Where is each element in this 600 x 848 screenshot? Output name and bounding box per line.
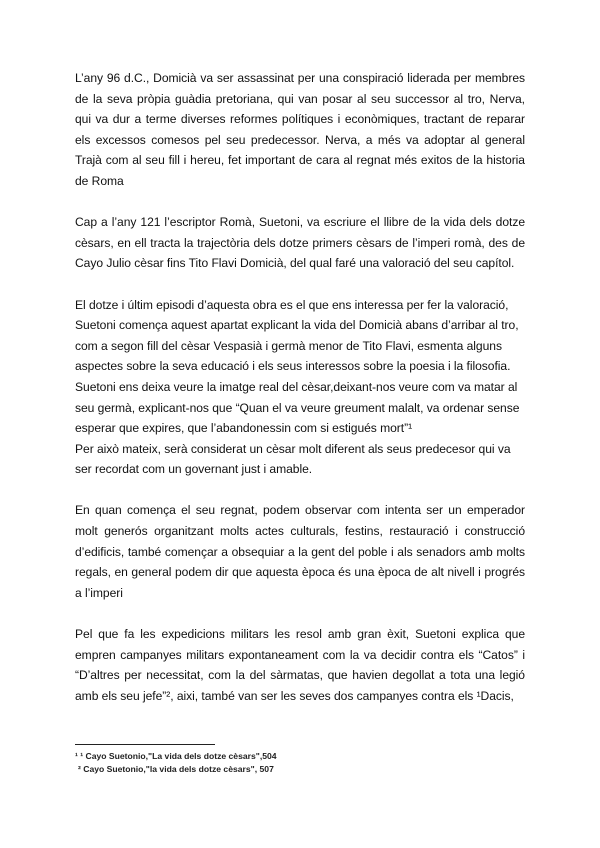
paragraph-4: En quan comença el seu regnat, podem observar com intenta ser un emperador molt generós organitzant molts actes culturals, festins, restauració i construcció d’edificis, també començar a obsequiar a la gent del poble i als senadors amb molts regals, en general podem dir que aquesta època és una època de alt nivell i progrés a l’imperi — [75, 503, 525, 600]
footnote-2: ² Cayo Suetonio,"la vida dels dotze cèsars", 507 — [78, 763, 274, 774]
footnotes — [75, 750, 525, 775]
paragraph-3-line: esperar que expires, que l’abandonessin com si estigués mort”¹ — [75, 421, 413, 436]
paragraph-3-line: Per això mateix, serà considerat un cèsar molt diferent als seus predecesor qui va — [75, 441, 511, 456]
footnote-separator — [75, 744, 215, 745]
footnote-1: ¹ ¹ Cayo Suetonio,"La vida dels dotze cèsars",504 — [75, 751, 277, 761]
paragraph-1: L’any 96 d.C., Domicià va ser assassinat per una conspiració liderada per membres de la seva pròpia guàdia pretoriana, qui van posar al seu successor al tro, Nerva, qui va dur a terme diverses reformes polítiques i econòmiques, tractant de reparar els excessos comesos pel seu predecessor. Nerva, a més va adoptar al general Trajà com al seu fill i hereu, fet important de cara al regnat més exitos de la historia de Roma — [75, 71, 525, 188]
paragraph-2: Cap a l’any 121 l’escriptor Romà, Suetoni, va escriure el llibre de la vida dels dotze cèsars, en ell tracta la trajectòria dels dotze primers cèsars de l’imperi romà, des de Cayo Julio cèsar fins Tito Flavi Domicià, del qual faré una valoració del seu capítol. — [75, 215, 525, 271]
paragraph-3-line: El dotze i últim episodi d’aquesta obra es el que ens interessa per fer la valoració, — [75, 297, 509, 312]
paragraph-3 — [75, 295, 525, 480]
paragraph-3-line: seu germà, explicant-nos que “Quan el va veure greument malalt, va ordenar sense — [75, 400, 520, 415]
paragraph-3-line: ser recordat com un governant just i amable. — [75, 462, 313, 477]
paragraph-3-line: aspectes sobre la seva educació i els seus interessos sobre la poesia i la filosofia. — [75, 359, 511, 374]
document-page — [75, 68, 525, 727]
paragraph-3-line: com a segon fill del cèsar Vespasià i germà menor de Tito Flavi, esmenta alguns — [75, 338, 502, 353]
paragraph-3-line: Suetoni ens deixa veure la imatge real del cèsar,deixant-nos veure com va matar al — [75, 379, 518, 394]
paragraph-3-line: Suetoni comença aquest apartat explicant la vida del Domicià abans d’arribar al tro, — [75, 318, 519, 333]
paragraph-5: Pel que fa les expedicions militars les resol amb gran èxit, Suetoni explica que empren campanyes militars expontaneament com la va decidir contra els “Catos” i “D’altres per necessitat, com la del sàrmatas, que havien degollat a tota una legió amb els seu jefe”², aixi, també van ser les seves dos campanyes contra els ¹Dacis, — [75, 627, 525, 703]
